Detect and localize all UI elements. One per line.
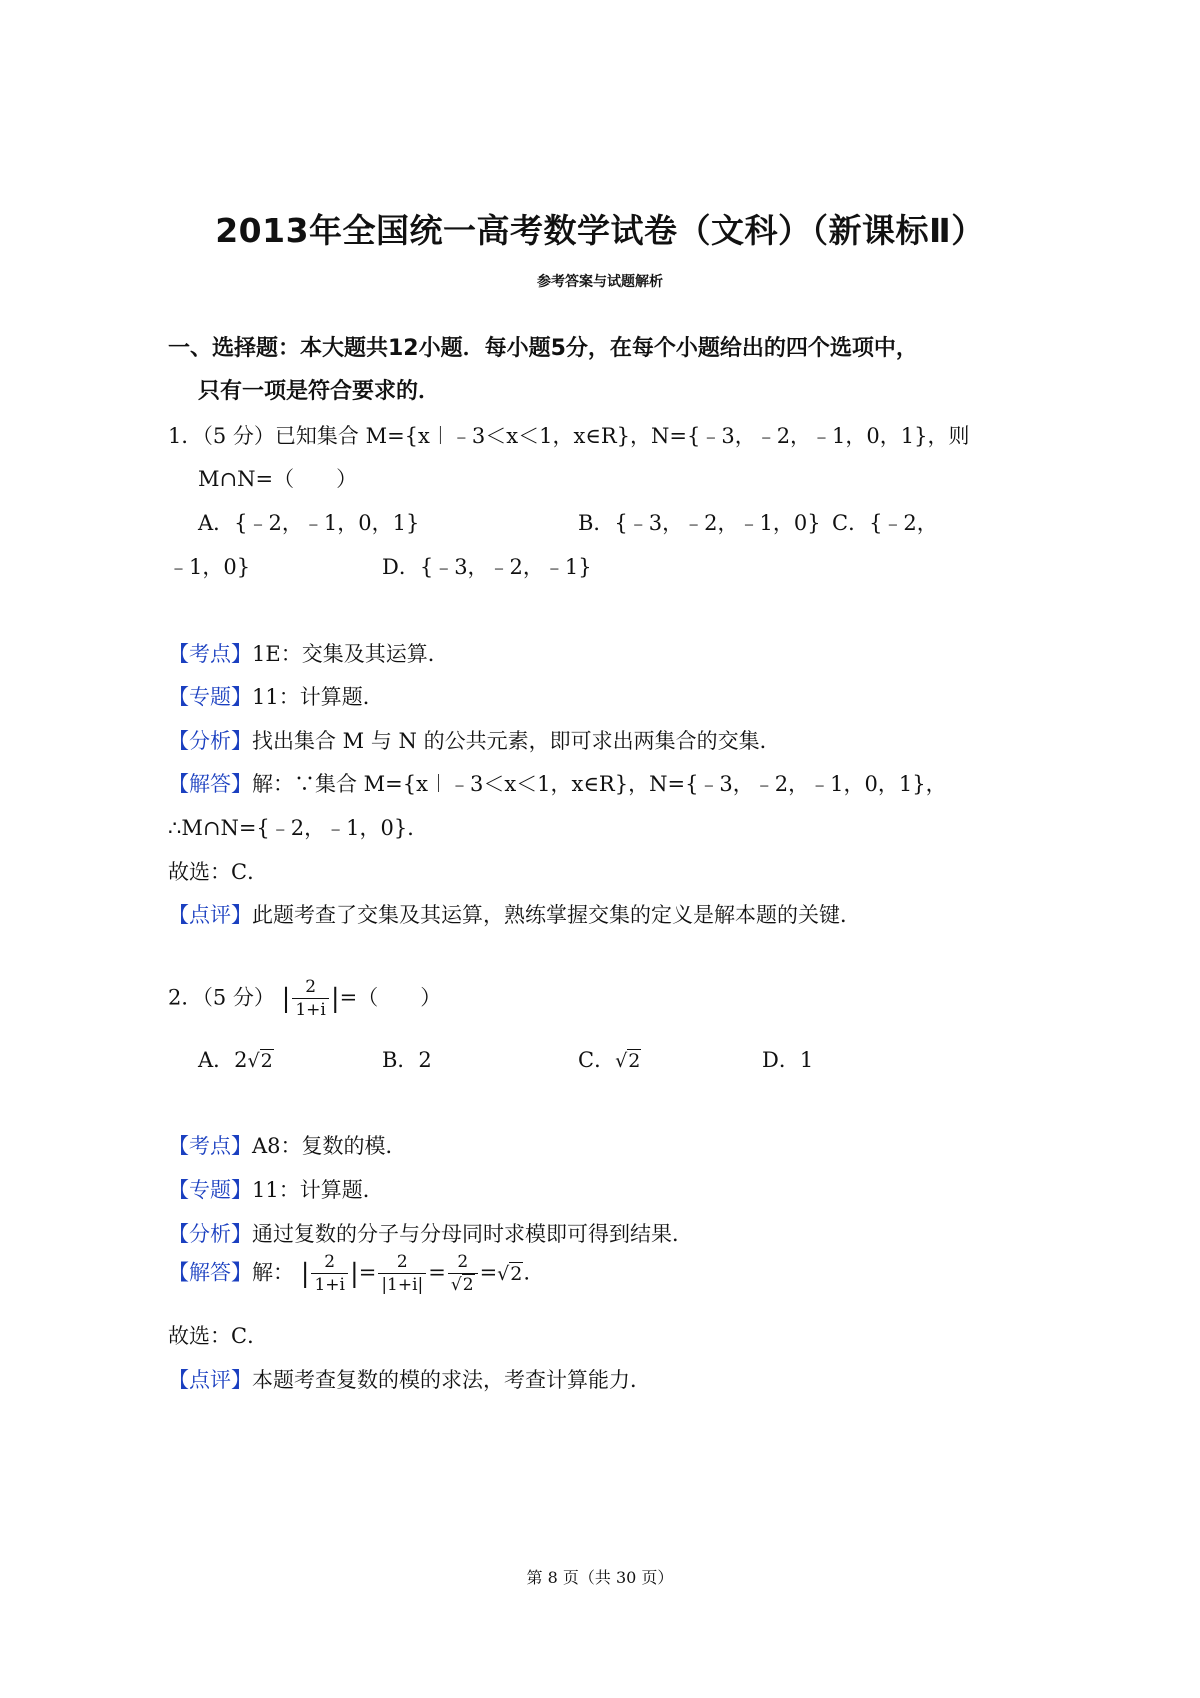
q2-dianping: [168, 1364, 651, 1394]
q1-stem-line2: M∩N=（ ）: [198, 467, 358, 491]
sqrt-icon: √2: [450, 1275, 474, 1295]
q2-fenxi: [168, 1218, 693, 1248]
sol-fraction-1: [311, 1254, 348, 1294]
q1-answer: 故选：C．: [168, 860, 269, 884]
sol-fraction-3: [448, 1254, 478, 1294]
q1-kaodian: [168, 638, 449, 668]
q1-jieda-line2: ∴M∩N={﹣2，﹣1，0}．: [168, 816, 429, 840]
q2-option-b: B．2: [382, 1048, 432, 1072]
sqrt-icon: √2: [497, 1262, 523, 1285]
jieda-tag: 【解答】: [168, 1260, 252, 1285]
abs-bar-left: |: [281, 984, 291, 1014]
q1-jieda-text: 解：∵集合 M={x︱﹣3＜x＜1，x∈R}，N={﹣3，﹣2，﹣1，0，1}，: [252, 772, 947, 796]
q1-option-d: D．{﹣3，﹣2，﹣1}: [382, 555, 592, 579]
section-heading-line2: 只有一项是符合要求的．: [198, 379, 441, 404]
document-title: 2013年全国统一高考数学试卷（文科）（新课标Ⅱ）: [215, 211, 985, 250]
q2-option-a: [198, 1044, 274, 1074]
sol-fraction-3-denominator: [448, 1273, 478, 1294]
q2-answer: 故选：C．: [168, 1324, 269, 1348]
q2-jieda: 【解答】解： | $\frac{2}{1+i}$ |= $\frac{2}{|1+i|}$ = $\frac{2}{√2}$ =√2.: [168, 1252, 531, 1295]
section-heading-line1: 一、选择题：本大题共12小题．每小题5分，在每个小题给出的四个选项中，: [168, 336, 918, 361]
kaodian-tag: 【考点】: [168, 1134, 252, 1158]
q1-jieda: [168, 768, 947, 798]
abs-bar-left: |: [300, 1259, 310, 1289]
jieda-tag: 【解答】: [168, 772, 252, 796]
sol-fraction-3-radicand: 2: [462, 1275, 474, 1295]
q1-zhuanti: [168, 681, 384, 711]
fenxi-tag: 【分析】: [168, 1222, 252, 1246]
page-footer: 第 8 页（共 30 页）: [526, 1568, 674, 1587]
abs-bar-right: |: [330, 984, 340, 1014]
sol-result-radicand: 2: [510, 1262, 523, 1285]
q1-stem-line1: 1．（5 分）已知集合 M={x︱﹣3＜x＜1，x∈R}，N={﹣3，﹣2，﹣1，0，1}，则: [168, 424, 970, 448]
abs-bar-right: |: [349, 1259, 359, 1289]
sqrt-icon: √2: [615, 1050, 641, 1072]
q2-stem-suffix: =（ ）: [339, 985, 442, 1010]
q2-fraction-numerator: 2: [305, 977, 317, 997]
q2-option-d: D．1: [762, 1048, 814, 1072]
q1-fenxi: [168, 725, 781, 755]
q2-option-a-label: A．2: [198, 1048, 248, 1072]
dianping-tag: 【点评】: [168, 903, 252, 927]
q1-option-c-cont: ﹣1，0}: [168, 555, 251, 579]
q2-jieda-prefix: 解：: [252, 1260, 294, 1285]
sol-fraction-2-denominator: |1+i|: [378, 1273, 426, 1294]
sol-fraction-3-numerator: 2: [457, 1252, 469, 1272]
kaodian-tag: 【考点】: [168, 642, 252, 666]
q2-option-c: [578, 1044, 641, 1074]
sol-fraction-2: [378, 1254, 426, 1294]
fenxi-tag: 【分析】: [168, 729, 252, 753]
q2-option-c-radicand: 2: [628, 1050, 641, 1072]
q2-zhuanti: [168, 1174, 384, 1204]
q1-option-c: C．{﹣2，: [832, 511, 938, 535]
q2-option-a-radicand: 2: [260, 1050, 273, 1072]
q2-fraction: [292, 979, 329, 1019]
q2-fraction-denominator: 1+i: [292, 998, 329, 1019]
sol-fraction-1-numerator: 2: [324, 1252, 336, 1272]
q1-dianping-text: 此题考查了交集及其运算，熟练掌握交集的定义是解本题的关键．: [252, 903, 861, 927]
zhuanti-tag: 【专题】: [168, 685, 252, 709]
q1-fenxi-text: 找出集合 M 与 N 的公共元素，即可求出两集合的交集．: [252, 729, 781, 753]
q1-option-a: A．{﹣2，﹣1，0，1}: [198, 511, 420, 535]
q2-dianping-text: 本题考查复数的模的求法，考查计算能力．: [252, 1368, 651, 1392]
q2-zhuanti-text: 11：计算题．: [252, 1178, 384, 1202]
q1-dianping: [168, 899, 861, 929]
q2-option-c-label: C．: [578, 1048, 616, 1072]
sol-fraction-1-denominator: 1+i: [311, 1273, 348, 1294]
q2-stem-prefix: 2．（5 分）: [168, 985, 275, 1010]
q1-kaodian-text: 1E：交集及其运算．: [252, 642, 449, 666]
sqrt-icon: √2: [247, 1050, 273, 1072]
q2-kaodian-text: A8：复数的模．: [252, 1134, 407, 1158]
dianping-tag: 【点评】: [168, 1368, 252, 1392]
sol-fraction-2-numerator: 2: [396, 1252, 408, 1272]
q2-kaodian: [168, 1130, 407, 1160]
q2-fenxi-text: 通过复数的分子与分母同时求模即可得到结果．: [252, 1222, 693, 1246]
q1-zhuanti-text: 11：计算题．: [252, 685, 384, 709]
q1-option-b: B．{﹣3，﹣2，﹣1，0}: [578, 511, 821, 535]
document-subtitle: 参考答案与试题解析: [537, 274, 663, 290]
zhuanti-tag: 【专题】: [168, 1178, 252, 1202]
q2-stem: [168, 979, 441, 1019]
